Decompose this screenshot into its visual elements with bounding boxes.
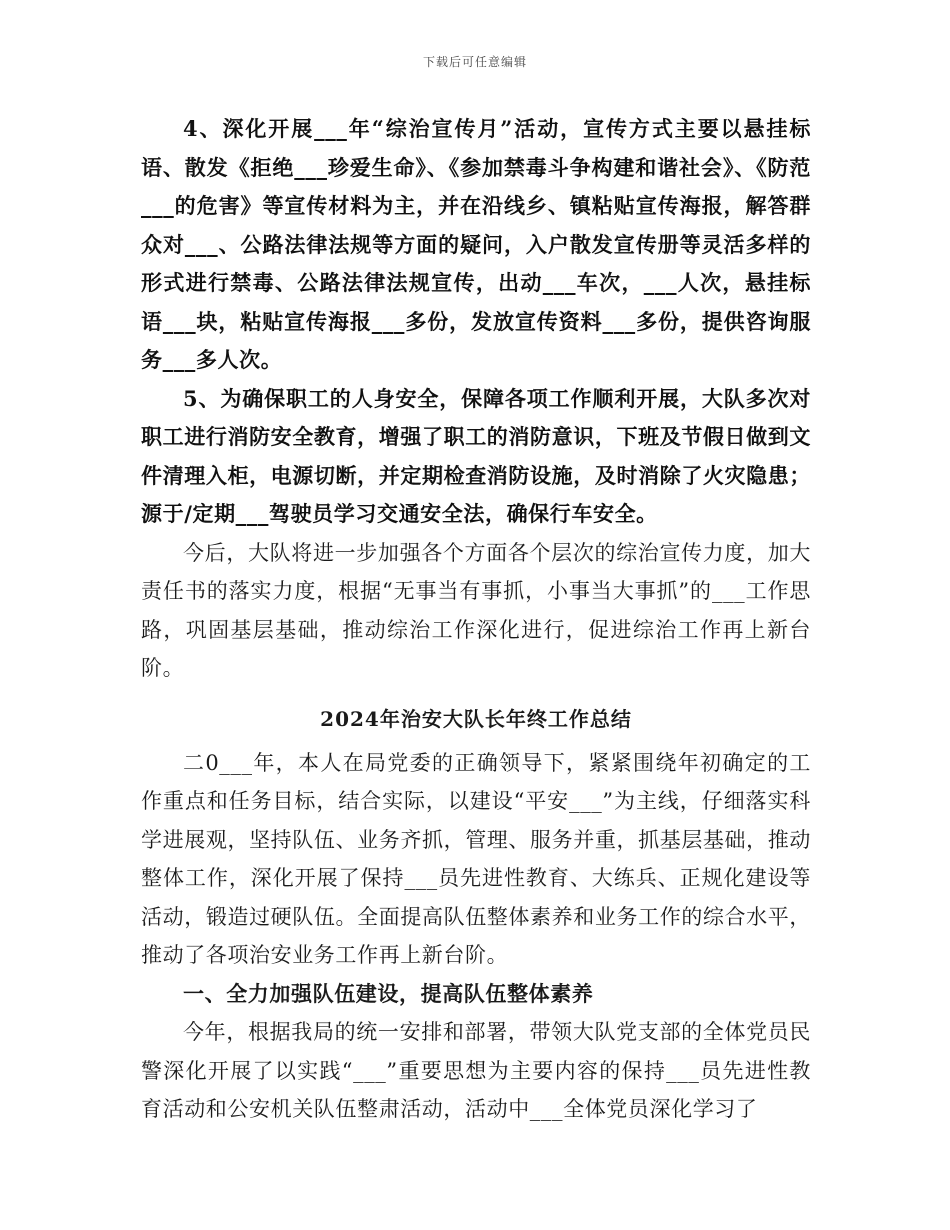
paragraph-closing: 今后，大队将进一步加强各个方面各个层次的综治宣传力度，加大责任书的落实力度，根据“无事当有事抓，小事当大事抓”的___工作思路，巩固基层基础，推动综治工作深化进行，促进综治工作再上新台阶。 [141,540,811,680]
paragraph-item-4: 4、深化开展___年“综治宣传月”活动，宣传方式主要以悬挂标语、散发《拒绝___珍爱生命》、《参加禁毒斗争构建和谐社会》、《防范___的危害》等宣传材料为主，并在沿线乡、镇粘贴宣传海报，解答群众对___、公路法律法规等方面的疑问，入户散发宣传册等灵活多样的形式进行禁毒、公路法律法规宣传，出动___车次，___人次，悬挂标语___块，粘贴宣传海报___多份，发放宣传资料___多份，提供咨询服务___多人次。 [141,116,811,372]
document-title: 2024年治安大队长年终工作总结 [320,706,632,731]
paragraph-item-5: 5、为确保职工的人身安全，保障各项工作顺利开展，大队多次对职工进行消防安全教育，增强了职工的消防意识，下班及节假日做到文件清理入柜，电源切断，并定期检查消防设施，及时消除了火灾隐患；源于/定期___驾驶员学习交通安全法，确保行车安全。 [141,385,811,526]
paragraph-section-1: 今年，根据我局的统一安排和部署，带领大队党支部的全体党员民警深化开展了以实践“___”重要思想为主要内容的保持___员先进性教育活动和公安机关队伍整肃活动，活动中___全体党员深化学习了 [141,1020,811,1121]
document-body [141,110,811,1129]
section-heading-1: 一、全力加强队伍建设，提高队伍整体素养 [183,980,594,1006]
paragraph-intro: 二0___年，本人在局党委的正确领导下，紧紧围绕年初确定的工作重点和任务目标，结合实际，以建设“平安___”为主线，仔细落实科学进展观，坚持队伍、业务齐抓，管理、服务并重，抓基层基础，推动整体工作，深化开展了保持___员先进性教育、大练兵、正规化建设等活动，锻造过硬队伍。全面提高队伍整体素养和业务工作的综合水平，推动了各项治安业务工作再上新台阶。 [141,750,811,967]
page-header: 下载后可任意编辑 [422,55,527,69]
